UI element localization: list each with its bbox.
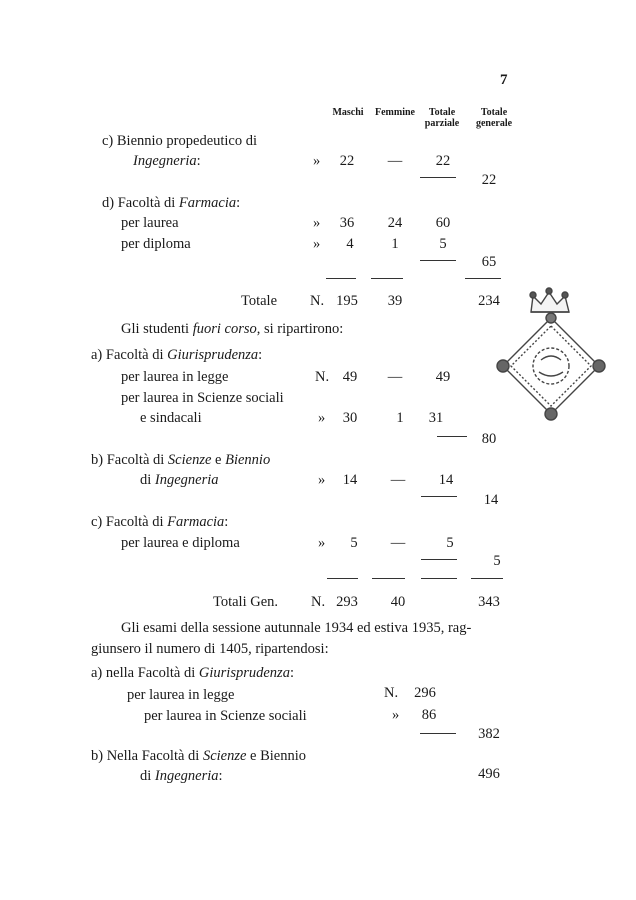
fc-a-row1-sym: N. — [315, 369, 330, 385]
totali-gen-maschi: 293 — [336, 594, 358, 610]
esami-a-row1-label: per laurea in legge — [127, 687, 235, 703]
esami-a-label: a) nella Facoltà di Giurisprudenza: — [91, 665, 294, 681]
header-totale-generale-1: Totale — [480, 107, 508, 118]
section-d-row2-parziale: 5 — [439, 236, 447, 252]
section-d-row2-maschi: 4 — [346, 236, 354, 252]
fc-b-femmine: — — [390, 472, 406, 488]
totale-femmine: 39 — [387, 293, 403, 309]
fc-a-row2-femmine: 1 — [396, 410, 404, 426]
fc-c-row-label: per laurea e diploma — [121, 535, 240, 551]
esami-b-label: b) Nella Facoltà di Scienze e Biennio — [91, 748, 307, 764]
fc-a-row1-femmine: — — [387, 369, 403, 385]
esami-a-row2-value: 86 — [421, 707, 437, 723]
fc-a-row2-label-1: per laurea in Scienze sociali — [121, 390, 284, 406]
header-totale-parziale-2: parziale — [424, 118, 460, 129]
section-c1-parziale: 22 — [435, 153, 451, 169]
library-stamp-icon — [495, 282, 607, 422]
fc-c-row-maschi: 5 — [350, 535, 358, 551]
fuori-corso-intro: Gli studenti fuori corso, si ripartirono: — [121, 321, 344, 337]
fc-c-row-femmine: — — [390, 535, 406, 551]
section-d-row2-femmine: 1 — [391, 236, 399, 252]
fc-c-row-sym: » — [318, 535, 326, 551]
fc-b-label: b) Facoltà di Scienze e Biennio — [91, 452, 271, 468]
totale-maschi: 195 — [336, 293, 358, 309]
section-d-row1-maschi: 36 — [339, 215, 355, 231]
rule — [421, 496, 457, 497]
fc-a-row2-sym: » — [318, 410, 326, 426]
fc-a-label: a) Facoltà di Giurisprudenza: — [91, 347, 263, 363]
header-totale-parziale-1: Totale — [428, 107, 456, 118]
rule — [371, 278, 403, 279]
section-d-row1-label: per laurea — [121, 215, 179, 231]
rule — [421, 578, 457, 579]
rule — [465, 278, 501, 279]
section-d-row1-parziale: 60 — [435, 215, 451, 231]
section-c1-label: c) Biennio propedeutico di — [102, 133, 258, 149]
rule — [372, 578, 405, 579]
section-d-row2-label: per diploma — [121, 236, 191, 252]
section-c1-sym: » — [313, 153, 321, 169]
section-d-row2-sym: » — [313, 236, 321, 252]
totali-gen-femmine: 40 — [390, 594, 406, 610]
fc-b-maschi: 14 — [342, 472, 358, 488]
totali-gen-label: Totali Gen. — [213, 594, 279, 610]
fc-a-row2-label-2: e sindacali — [140, 410, 202, 426]
section-d-row1-sym: » — [313, 215, 321, 231]
rule — [420, 177, 456, 178]
esami-a-row1-value: 296 — [414, 685, 436, 701]
esami-a-row2-label: per laurea in Scienze sociali — [144, 708, 307, 724]
totale-label: Totale — [241, 293, 278, 309]
fc-c-label: c) Facoltà di Farmacia: — [91, 514, 229, 530]
section-c1-maschi: 22 — [339, 153, 355, 169]
fc-b-generale: 14 — [483, 492, 499, 508]
esami-a-row2-sym: » — [392, 707, 400, 723]
rule — [420, 733, 456, 734]
header-maschi: Maschi — [332, 107, 364, 118]
totale-sym: N. — [310, 293, 325, 309]
rule — [421, 559, 457, 560]
section-c1-generale: 22 — [481, 172, 497, 188]
section-d-row1-femmine: 24 — [387, 215, 403, 231]
fc-b-label-2: di Ingegneria — [140, 472, 219, 488]
rule — [420, 260, 456, 261]
rule — [471, 578, 503, 579]
fc-a-row1-maschi: 49 — [342, 369, 358, 385]
totale-generale: 234 — [478, 293, 500, 309]
totali-gen-generale: 343 — [478, 594, 500, 610]
esami-b-total: 496 — [478, 766, 500, 782]
section-d-label: d) Facoltà di Farmacia: — [102, 195, 241, 211]
totali-gen-sym: N. — [311, 594, 326, 610]
fc-a-row1-label: per laurea in legge — [121, 369, 229, 385]
section-c1-femmine: — — [387, 153, 403, 169]
rule — [326, 278, 356, 279]
fc-a-row2-parziale: 31 — [428, 410, 444, 426]
section-d-generale: 65 — [481, 254, 497, 270]
esami-b-label-2: di Ingegneria: — [140, 768, 223, 784]
fc-c-row-parziale: 5 — [446, 535, 454, 551]
fc-b-sym: » — [318, 472, 326, 488]
fc-b-parziale: 14 — [438, 472, 454, 488]
section-c1-label-cont: Ingegneria: — [133, 153, 201, 169]
header-femmine: Femmine — [375, 107, 415, 118]
rule — [327, 578, 358, 579]
rule — [437, 436, 467, 437]
fc-a-row1-parziale: 49 — [435, 369, 451, 385]
page-number: 7 — [500, 72, 508, 88]
fc-a-row2-maschi: 30 — [342, 410, 358, 426]
esami-line-2: giunsero il numero di 1405, ripartendosi: — [91, 641, 329, 657]
fc-c-generale: 5 — [493, 553, 501, 569]
esami-a-total: 382 — [478, 726, 500, 742]
esami-line-1: Gli esami della sessione autunnale 1934 ed estiva 1935, rag- — [121, 620, 472, 636]
fc-a-generale: 80 — [481, 431, 497, 447]
header-totale-generale-2: generale — [475, 118, 513, 129]
esami-a-row1-sym: N. — [384, 685, 399, 701]
